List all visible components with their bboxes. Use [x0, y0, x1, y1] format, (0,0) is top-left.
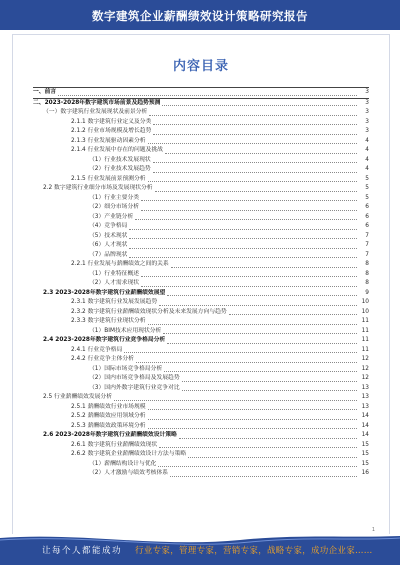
toc-leader-dots	[165, 153, 357, 154]
toc-leader-dots	[159, 305, 357, 306]
toc-entry-text: （6）人才现状	[89, 242, 128, 248]
toc-entry[interactable]	[33, 87, 369, 98]
toc-leader-dots	[136, 362, 357, 363]
toc-entry-text: （2）细分市场分析	[89, 204, 140, 210]
toc-entry[interactable]	[33, 412, 369, 422]
toc-title: 内容目录	[172, 59, 229, 74]
toc-entry-text: 2.2.1 行业发展与薪酬绩效之间的关系	[71, 261, 169, 267]
toc-entry[interactable]	[33, 270, 369, 280]
toc-entry-text: （1）BIM技术应用现状分析	[89, 327, 162, 334]
toc-entry[interactable]	[33, 194, 369, 204]
report-header	[0, 0, 400, 30]
toc-entry-page: 6	[365, 204, 369, 210]
toc-entry-text: 2.1.5 行业发展前景预测分析	[71, 175, 146, 182]
toc-entry[interactable]	[33, 317, 369, 327]
toc-entry-text: 2.1.2 行业市场规模及增长趋势	[71, 128, 152, 134]
toc-entry[interactable]	[33, 137, 369, 147]
toc-leader-dots	[141, 210, 357, 211]
toc-entry[interactable]	[33, 98, 369, 109]
toc-leader-dots	[188, 457, 357, 458]
toc-entry-page: 3	[365, 128, 369, 134]
toc-leader-dots	[135, 219, 357, 220]
toc-list	[33, 87, 369, 479]
toc-entry-page: 6	[365, 223, 369, 229]
toc-leader-dots	[153, 172, 357, 173]
toc-leader-dots	[153, 124, 357, 125]
toc-leader-dots	[162, 105, 357, 106]
toc-entry-page: 14	[361, 413, 369, 419]
toc-entry[interactable]	[33, 384, 369, 394]
toc-entry-text: 2.2 数字建筑行业细分市场及发展现状分析	[43, 185, 153, 191]
toc-entry-text: 2.5.1 薪酬绩效行业市场规模	[71, 403, 146, 410]
toc-leader-dots	[155, 191, 357, 192]
toc-entry-text: （1）行业主要分类	[89, 194, 140, 201]
footer-slogan: 让每个人都能成功	[42, 546, 123, 556]
toc-entry-text: 2.3 2023-2028年数字建筑行业薪酬绩效展望	[43, 289, 166, 296]
toc-leader-dots	[164, 371, 357, 372]
toc-entry[interactable]	[33, 175, 369, 185]
toc-page	[12, 34, 390, 538]
toc-entry-text: 2.6 2023-2028年数字建筑行业薪酬绩效设计策略	[43, 432, 177, 438]
toc-leader-dots	[148, 324, 357, 325]
toc-entry-text: 二、2023-2028年数字建筑市场前景及趋势预测	[33, 99, 161, 106]
toc-leader-dots	[141, 200, 357, 201]
toc-entry[interactable]	[33, 374, 369, 384]
toc-entry-page: 15	[361, 441, 369, 448]
toc-entry-text: （2）人才激励与绩效考核体系	[89, 470, 169, 476]
toc-entry-page: 11	[361, 346, 369, 353]
toc-leader-dots	[167, 295, 357, 296]
toc-entry[interactable]	[33, 441, 369, 451]
toc-entry[interactable]	[33, 422, 369, 432]
toc-entry-page: 5	[365, 194, 369, 201]
toc-entry[interactable]	[33, 203, 369, 213]
toc-leader-dots	[58, 95, 357, 96]
toc-entry-page: 3	[365, 89, 369, 95]
toc-leader-dots	[182, 390, 357, 391]
toc-entry-page: 5	[365, 175, 369, 182]
toc-entry[interactable]	[33, 232, 369, 242]
toc-entry-page: 13	[361, 394, 369, 400]
toc-entry-text: （2）人才需求现状	[89, 280, 140, 286]
toc-leader-dots	[170, 476, 357, 477]
toc-entry-text: （1）薪酬结构设计与优化	[89, 460, 157, 467]
toc-leader-dots	[148, 419, 357, 420]
toc-leader-dots	[129, 238, 357, 239]
toc-entry-page: 14	[361, 422, 369, 429]
toc-entry-text: 2.1.4 行业发展中存在的问题及挑战	[71, 147, 163, 153]
toc-leader-dots	[153, 162, 357, 163]
toc-entry[interactable]	[33, 431, 369, 441]
toc-entry[interactable]	[33, 308, 369, 318]
toc-entry-page: 11	[361, 318, 369, 324]
toc-entry-page: 4	[365, 137, 369, 144]
toc-entry[interactable]	[33, 260, 369, 270]
toc-entry-text: （2）行业技术发展趋势	[89, 166, 151, 172]
toc-entry-page: 6	[365, 213, 369, 220]
toc-entry[interactable]	[33, 365, 369, 375]
toc-entry-text: （3）国内外数字建筑行业竞争对比	[89, 384, 180, 391]
toc-entry-page: 3	[365, 99, 369, 106]
toc-entry-page: 14	[361, 432, 369, 438]
toc-entry-text: （7）品牌现状	[89, 251, 128, 258]
toc-leader-dots	[171, 267, 357, 268]
toc-entry-text: 2.1.1 数字建筑行业定义及分类	[71, 118, 152, 125]
toc-entry[interactable]	[33, 213, 369, 223]
page-number: 1	[371, 527, 375, 533]
toc-leader-dots	[124, 352, 357, 353]
toc-leader-dots	[114, 400, 357, 401]
toc-entry-text: （1）国际市场竞争格局分析	[89, 365, 163, 372]
toc-entry-text: 2.6.1 数字建筑行业薪酬绩效现状	[71, 441, 158, 448]
toc-entry-text: 2.5 行业薪酬绩效发展分析	[43, 394, 113, 400]
report-title: 数字建筑企业薪酬绩效设计策略研究报告	[92, 9, 308, 23]
toc-entry-text: （2）国内市场竞争格局及发展趋势	[89, 375, 180, 381]
toc-leader-dots	[148, 409, 357, 410]
toc-leader-dots	[148, 143, 357, 144]
toc-entry[interactable]	[33, 146, 369, 156]
toc-entry-page: 3	[365, 118, 369, 125]
toc-leader-dots	[153, 134, 357, 135]
toc-entry[interactable]	[33, 165, 369, 175]
report-footer	[0, 534, 400, 565]
toc-entry-page: 8	[365, 280, 369, 286]
toc-entry[interactable]	[33, 355, 369, 365]
toc-entry[interactable]	[33, 241, 369, 251]
toc-entry[interactable]	[33, 327, 369, 337]
toc-entry-text: 2.5.3 薪酬绩效政策环境分析	[71, 422, 146, 429]
toc-entry-page: 15	[361, 460, 369, 467]
toc-leader-dots	[167, 343, 357, 344]
toc-entry-text: 2.4 2023-2028年数字建筑行业竞争格局分析	[43, 337, 166, 343]
toc-entry-text: （一）数字建筑行业发展现状及前景分析	[43, 109, 148, 115]
toc-entry-page: 7	[365, 232, 369, 239]
footer-experts: 行业专家，管理专家，营销专家，战略专家，成功企业家……	[135, 546, 373, 556]
toc-entry-text: （1）行业技术发展现状	[89, 156, 151, 163]
toc-entry-page: 10	[361, 308, 369, 315]
toc-entry[interactable]	[33, 336, 369, 346]
toc-leader-dots	[163, 333, 357, 334]
toc-leader-dots	[141, 286, 357, 287]
toc-entry-text: 2.4.1 行业竞争格局	[71, 346, 123, 353]
toc-entry[interactable]	[33, 118, 369, 128]
toc-entry[interactable]	[33, 298, 369, 308]
toc-entry-page: 12	[361, 365, 369, 372]
toc-entry[interactable]	[33, 222, 369, 232]
toc-entry[interactable]	[33, 251, 369, 261]
toc-entry-text: 2.3.2 数字建筑行业薪酬绩效现状分析及未来发展方向与趋势	[71, 308, 227, 315]
toc-entry-page: 12	[361, 375, 369, 381]
toc-leader-dots	[229, 314, 357, 315]
toc-entry-text: 2.5.2 薪酬绩效应用领域分析	[71, 413, 146, 419]
toc-leader-dots	[148, 181, 357, 182]
toc-entry[interactable]	[33, 393, 369, 403]
toc-entry-text: （1）行业特征概述	[89, 270, 140, 277]
toc-entry-page: 11	[361, 327, 369, 334]
toc-leader-dots	[159, 447, 357, 448]
toc-leader-dots	[129, 229, 357, 230]
toc-entry-page: 9	[365, 289, 369, 296]
toc-entry[interactable]	[33, 460, 369, 470]
toc-leader-dots	[182, 381, 357, 382]
toc-leader-dots	[149, 115, 357, 116]
toc-entry[interactable]	[33, 156, 369, 166]
toc-entry-text: （3）产业链分析	[89, 213, 134, 220]
toc-entry[interactable]	[33, 127, 369, 137]
toc-entry[interactable]	[33, 403, 369, 413]
toc-entry-page: 8	[365, 270, 369, 277]
toc-entry-text: 2.3.3 数字建筑行业现状分析	[71, 318, 146, 324]
toc-entry-page: 15	[361, 451, 369, 457]
toc-entry[interactable]	[33, 289, 369, 299]
toc-entry-text: 2.6.2 数字建筑企业薪酬绩效设计方法与策略	[71, 451, 187, 457]
toc-entry[interactable]	[33, 346, 369, 356]
toc-leader-dots	[141, 276, 357, 277]
toc-entry-text: 2.1.3 行业发展驱动因素分析	[71, 137, 146, 144]
toc-entry-page: 11	[361, 337, 369, 343]
toc-leader-dots	[129, 257, 357, 258]
toc-entry[interactable]	[33, 108, 369, 118]
toc-entry-page: 13	[361, 384, 369, 391]
toc-entry-page: 13	[361, 403, 369, 410]
toc-entry-page: 4	[365, 166, 369, 172]
toc-entry-text: （5）技术现状	[89, 232, 128, 239]
toc-entry-page: 7	[365, 242, 369, 248]
toc-entry[interactable]	[33, 469, 369, 479]
toc-entry-page: 8	[365, 261, 369, 267]
toc-leader-dots	[158, 466, 357, 467]
toc-entry-page: 4	[365, 147, 369, 153]
toc-entry-page: 16	[361, 470, 369, 476]
toc-entry[interactable]	[33, 184, 369, 194]
toc-entry-page: 7	[365, 251, 369, 258]
toc-entry-text: 一、前言	[33, 89, 57, 95]
toc-entry[interactable]	[33, 450, 369, 460]
toc-leader-dots	[179, 438, 357, 439]
toc-entry-page: 10	[361, 299, 369, 305]
toc-entry-page: 4	[365, 156, 369, 163]
toc-entry-text: 2.3.1 数字建筑行业发展发展趋势	[71, 299, 158, 305]
toc-leader-dots	[129, 248, 357, 249]
toc-entry-text: 2.4.2 行业竞争主体分析	[71, 356, 134, 362]
toc-entry-page: 5	[365, 185, 369, 191]
toc-entry[interactable]	[33, 279, 369, 289]
toc-entry-page: 3	[365, 109, 369, 115]
toc-entry-text: （4）竞争格局	[89, 223, 128, 229]
toc-leader-dots	[148, 428, 357, 429]
toc-entry-page: 12	[361, 356, 369, 362]
